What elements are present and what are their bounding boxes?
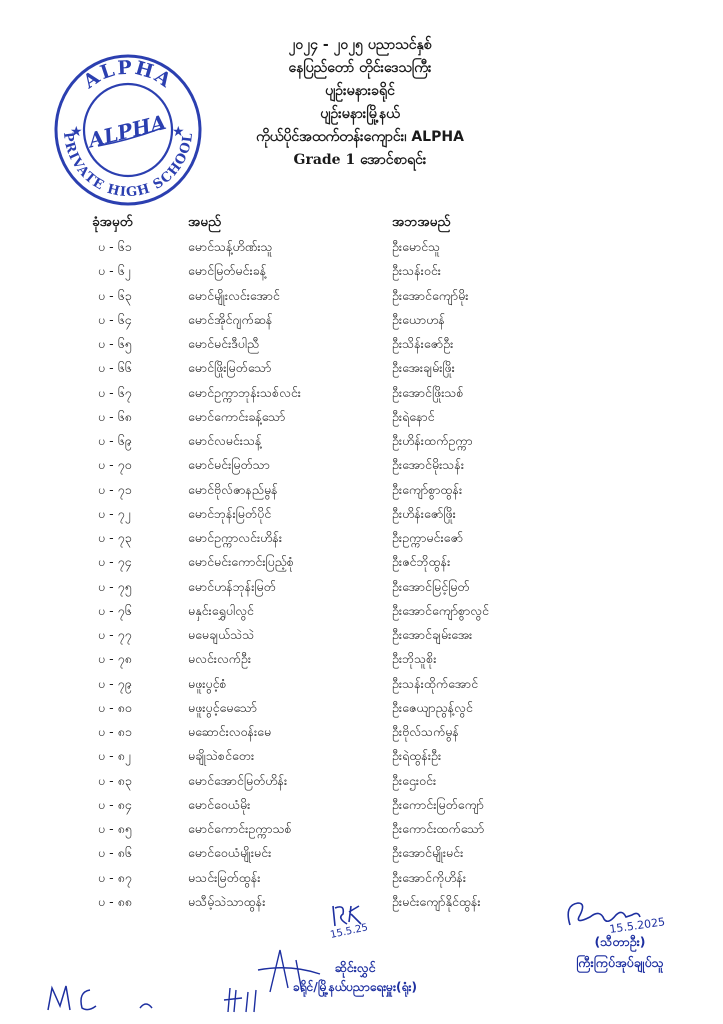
school-name: ကိုယ်ပိုင်အထက်တန်းကျောင်း၊ ALPHA bbox=[256, 129, 464, 145]
table-row bbox=[0, 235, 723, 259]
student-name: မောင်ဥက္ကာဘုန်းသစ်လင်း bbox=[188, 384, 301, 400]
district: ပျဉ်းမနားခရိုင် bbox=[325, 83, 395, 99]
roll-number: ပ - ၈၅ bbox=[98, 821, 132, 836]
father-name: ဦးအောင်ဖြိုးသစ် bbox=[392, 384, 464, 400]
student-name: မောင်ကောင်းဥက္ကာသစ် bbox=[188, 821, 292, 836]
student-name: မောင်မင်းကောင်းပြည့်စုံ bbox=[188, 554, 294, 570]
table-row bbox=[0, 720, 723, 744]
father-name: ဦးကျော်စွာထွန်း bbox=[392, 481, 463, 497]
father-name: ဦးအေးချမ်းဖြိုး bbox=[392, 360, 455, 376]
seal-star-left: ★ bbox=[70, 124, 83, 140]
roll-number: ပ - ၆၄ bbox=[98, 311, 132, 327]
roll-number: ပ - ၇၈ bbox=[98, 651, 132, 667]
student-name: မနှင်းရွှေပါလွင် bbox=[188, 602, 254, 618]
student-name: မောင်မျိုးလင်းအောင် bbox=[188, 287, 280, 303]
father-name: ဦးသန်းထိုက်အောင် bbox=[392, 675, 478, 691]
roll-number: ပ - ၈၇ bbox=[98, 869, 132, 885]
father-name: ဦးဥက္ကာမင်းဇော် bbox=[392, 530, 464, 545]
signature-label: ဆိုင်းလွှင် bbox=[334, 960, 376, 975]
seal-star-right: ★ bbox=[172, 124, 185, 140]
father-name: ဦးဇေယျာညွန့်လွင် bbox=[392, 699, 473, 715]
student-name: မောင်မင်းဒီပါညီ bbox=[188, 336, 260, 351]
table-row bbox=[0, 793, 723, 817]
initials-date: 15.5.25 bbox=[329, 922, 369, 941]
father-name: ဦးအောင်ချမ်းအေး bbox=[392, 627, 473, 642]
table-row bbox=[0, 769, 723, 793]
header-father-name: အဘအမည် bbox=[392, 214, 451, 230]
table-row bbox=[0, 599, 723, 623]
roll-number: ပ - ၈၆ bbox=[98, 845, 132, 861]
table-row bbox=[0, 284, 723, 308]
father-name: ဦးအောင်ကိုဟိန်း bbox=[392, 869, 467, 885]
table-row bbox=[0, 866, 723, 890]
roll-number: ပ - ၇၉ bbox=[98, 675, 132, 691]
student-name: မောင်ဟန်ဘုန်းမြတ် bbox=[188, 578, 276, 594]
father-name: ဦးရဲနောင် bbox=[392, 408, 435, 424]
roll-number: ပ - ၆၅ bbox=[98, 336, 132, 351]
table-row bbox=[0, 841, 723, 865]
roll-number: ပ - ၆၈ bbox=[98, 408, 132, 424]
student-name: မောင်အိုင်ဂျက်ဆန် bbox=[188, 311, 273, 327]
father-name: ဦးယောဟန် bbox=[392, 311, 445, 327]
student-name: မဖူးပွင့်မေသော် bbox=[188, 699, 257, 715]
seal-bottom-text: PRIVATE HIGH SCHOOL bbox=[59, 131, 197, 201]
roll-number: ပ - ၈၈ bbox=[98, 893, 132, 909]
roll-number: ပ - ၇၇ bbox=[98, 627, 132, 642]
table-row bbox=[0, 308, 723, 332]
table-row bbox=[0, 502, 723, 526]
student-name: မမေချယ်သဲသဲ bbox=[188, 627, 255, 642]
student-name: မောင်ဗိုလ်ဇာနည်မွန် bbox=[188, 481, 278, 497]
student-name: မောင်ဖြိုးမြတ်သော် bbox=[188, 360, 272, 376]
roll-number: ပ - ၆၃ bbox=[98, 287, 132, 303]
roll-number: ပ - ၈၂ bbox=[98, 748, 131, 764]
signature-date: 15.5.2025 bbox=[608, 915, 666, 936]
father-name: ဦးဘိုသူစိုး bbox=[392, 651, 437, 667]
father-name: ဦးအောင်ကျော်စွာလွင် bbox=[392, 602, 489, 618]
father-name: ဦးအောင်မြင့်မြတ် bbox=[392, 578, 470, 594]
father-name: ဦးဟိန်းထက်ဥက္ကာ bbox=[392, 433, 473, 448]
roll-number: ပ - ၇၅ bbox=[98, 578, 132, 594]
student-name: မောင်ဝေယံမိုး bbox=[188, 796, 251, 812]
student-name: မောင်လမင်းသန့် bbox=[188, 433, 262, 448]
student-name: မောင်မင်းမြတ်သာ bbox=[188, 457, 270, 473]
table-row bbox=[0, 381, 723, 405]
father-name: ဦးရဲထွန်းဦး bbox=[392, 748, 442, 764]
table-row bbox=[0, 575, 723, 599]
roll-number: ပ - ၇၃ bbox=[98, 530, 132, 545]
table-row bbox=[0, 332, 723, 356]
svg-text:ALPHA bbox=[78, 57, 176, 94]
father-name: ဦးမောင်သူ bbox=[392, 239, 441, 254]
student-name: မဆောင်းလဝန်းမေ bbox=[188, 724, 272, 739]
roll-number: ပ - ၈၃ bbox=[98, 772, 132, 788]
father-name: ဦးဟိန်းဇော်ဖြိုး bbox=[392, 505, 456, 521]
edge-handwriting bbox=[42, 978, 302, 1018]
roll-number: ပ - ၇၆ bbox=[98, 602, 132, 618]
table-row bbox=[0, 453, 723, 477]
roll-number: ပ - ၇၁ bbox=[98, 481, 132, 497]
header-name: အမည် bbox=[188, 214, 222, 230]
table-row bbox=[0, 744, 723, 768]
roll-number: ပ - ၇၄ bbox=[98, 554, 132, 570]
township: ပျဉ်းမနားမြို့နယ် bbox=[320, 106, 400, 122]
student-name: မောင်မြတ်မင်းခန့် bbox=[188, 263, 267, 279]
roll-number: ပ - ၈၄ bbox=[98, 796, 132, 812]
roll-number: ပ - ၆၇ bbox=[98, 384, 132, 400]
father-name: ဦးအောင်ကျော်မိုး bbox=[392, 287, 469, 303]
father-name: ဦးမင်းကျော်နိုင်ထွန်း bbox=[392, 893, 481, 909]
student-name: မောင်ကောင်းခန့်သော် bbox=[188, 408, 286, 424]
father-name: ဦးဇင်ဘိုထွန်း bbox=[392, 554, 451, 570]
father-name: ဦးဌေးဝင်း bbox=[392, 772, 437, 788]
student-name: မောင်ဥက္ကာလင်းဟိန်း bbox=[188, 530, 283, 545]
father-name: ဦးသန်းဝင်း bbox=[392, 263, 441, 279]
roll-number: ပ - ၇၀ bbox=[98, 457, 132, 473]
academic-year: ၂၀၂၄ - ၂၀၂၅ ပညာသင်နှစ် bbox=[288, 37, 432, 53]
student-name: မောင်ဘုန်းမြတ်ပိုင် bbox=[188, 505, 272, 521]
student-name: မောင်သန့်ဟိဏ်းသူ bbox=[188, 239, 273, 254]
father-name: ဦးအောင်မိုးသန်း bbox=[392, 457, 464, 473]
initials-signature bbox=[325, 900, 395, 940]
student-name: မောင်ဝေယံမျိုးမင်း bbox=[188, 845, 272, 861]
table-body bbox=[0, 235, 723, 914]
table-row bbox=[0, 429, 723, 453]
table-row bbox=[0, 696, 723, 720]
roll-number: ပ - ၆၉ bbox=[98, 433, 132, 448]
table-row bbox=[0, 478, 723, 502]
region: နေပြည်တော် တိုင်းဒေသကြီး bbox=[288, 60, 432, 76]
father-name: ဦးဗိုလ်သက်မွန် bbox=[392, 724, 459, 739]
student-name: မသင်းမြတ်ထွန်း bbox=[188, 869, 261, 885]
father-name: ဦးအောင်မျိုးမင်း bbox=[392, 845, 464, 861]
student-name: မောင်အောင်မြတ်ဟိန်း bbox=[188, 772, 288, 788]
table-row bbox=[0, 259, 723, 283]
roll-number: ပ - ၆၆ bbox=[98, 360, 132, 376]
table-row bbox=[0, 647, 723, 671]
supervisor-name: (သီတာဦး) bbox=[594, 934, 646, 949]
father-name: ဦးကောင်းထက်သော် bbox=[392, 821, 485, 836]
supervisor-block bbox=[555, 934, 685, 974]
roll-number: ပ - ၆၁ bbox=[98, 239, 132, 254]
table-row bbox=[0, 356, 723, 380]
father-name: ဦးကောင်းမြတ်ကျော် bbox=[392, 796, 484, 812]
document-header bbox=[200, 34, 520, 172]
roll-number: ပ - ၈၀ bbox=[98, 699, 132, 715]
seal-top-text: ALPHA bbox=[79, 56, 177, 93]
list-title: Grade 1 အောင်စာရင်း bbox=[293, 152, 427, 168]
table-row bbox=[0, 405, 723, 429]
roll-number: ပ - ၈၁ bbox=[98, 724, 132, 739]
table-row bbox=[0, 817, 723, 841]
office-label: ခရိုင်/မြို့နယ်ပညာရေးမှူး(ရုံး) bbox=[293, 980, 417, 994]
seal-center-text: ALPHA bbox=[86, 109, 169, 153]
student-name: မသီမ့်သဲသာထွန်း bbox=[188, 893, 266, 909]
table-row bbox=[0, 623, 723, 647]
table-row bbox=[0, 672, 723, 696]
roll-number: ပ - ၆၂ bbox=[98, 263, 131, 279]
school-seal bbox=[50, 50, 206, 210]
student-name: မလင်းလက်ဦး bbox=[188, 651, 252, 667]
table-row bbox=[0, 550, 723, 574]
supervisor-title: ကြီးကြပ်အုပ်ချုပ်သူ bbox=[576, 955, 664, 970]
student-name: မချိုသဲစင်တေး bbox=[188, 748, 255, 764]
header-roll-number: ခုံအမှတ် bbox=[92, 214, 133, 230]
table-row bbox=[0, 526, 723, 550]
table-header bbox=[0, 213, 723, 235]
father-name: ဦးသိန်းဇော်ဦး bbox=[392, 336, 454, 351]
student-name: မဖူးပွင့်စံ bbox=[188, 675, 227, 691]
roll-number: ပ - ၇၂ bbox=[98, 505, 131, 521]
